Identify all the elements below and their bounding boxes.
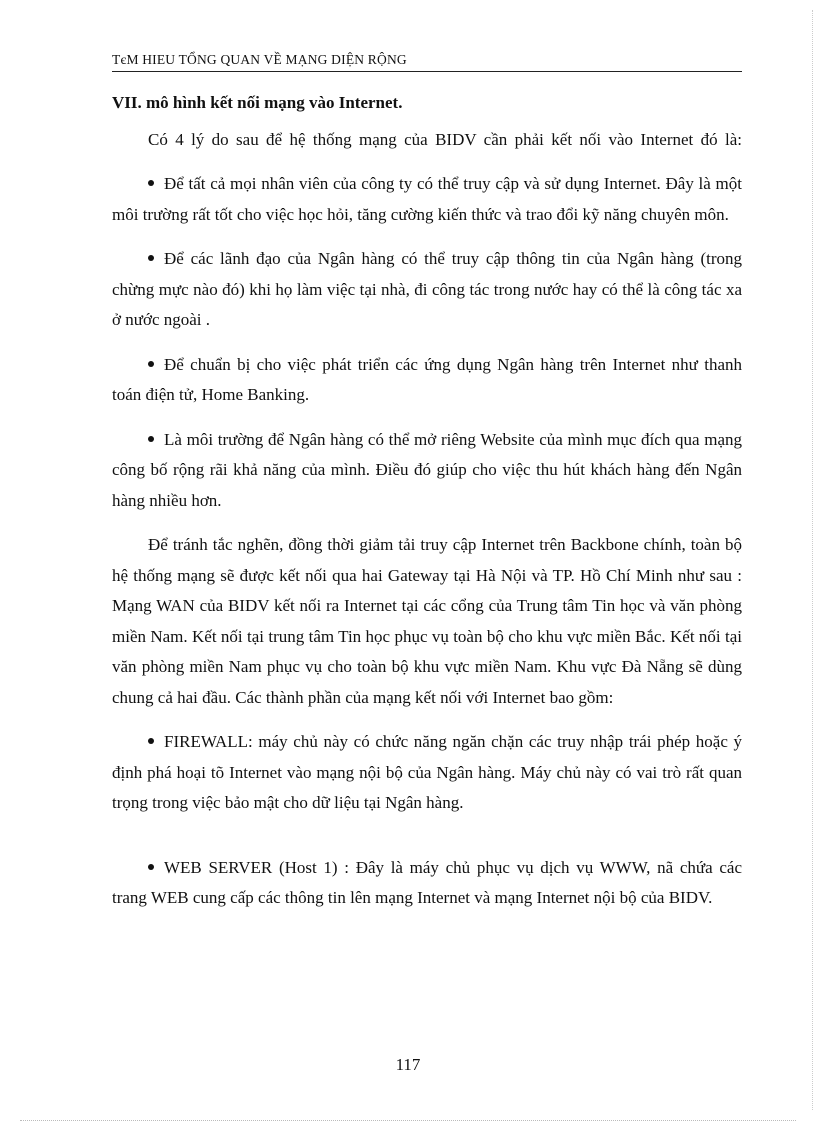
reason-item <box>112 425 742 517</box>
page-content <box>112 88 742 928</box>
bullet-icon <box>148 180 154 186</box>
component-text: WEB SERVER (Host 1) : Đây là máy chủ phục vụ dịch vụ WWW, nã chứa các trang WEB cung cấp các thông tin lên mạng Internet và mạng Internet nội bộ của BIDV. <box>112 857 742 907</box>
running-header: TєM HIЕU TỔNG QUAN VỀ MẠNG DIỆN RỘNG <box>112 52 407 67</box>
reason-text: Để các lãnh đạo của Ngân hàng có thể truy cập thông tin của Ngân hàng (trong chừng mực nào đó) khi họ làm việc tại nhà, đi công tác trong nước hay có thể là công tác xa ở nước ngoài . <box>112 249 742 329</box>
bullet-icon <box>148 864 154 870</box>
bullet-icon <box>148 738 154 744</box>
footer-dotted-line <box>20 1120 796 1121</box>
page-number: 117 <box>395 1055 421 1074</box>
component-item <box>112 853 742 914</box>
edge-dotted-line <box>812 10 813 1110</box>
reason-item <box>112 244 742 336</box>
component-item <box>112 727 742 819</box>
reason-text: Để chuẩn bị cho việc phát triển các ứng dụng Ngân hàng trên Internet như thanh toán điện tử, Home Banking. <box>112 354 742 404</box>
reason-item <box>112 169 742 230</box>
header-rule <box>112 71 742 72</box>
bullet-icon <box>148 436 154 442</box>
bullet-icon <box>148 255 154 261</box>
reason-item <box>112 350 742 411</box>
intro-paragraph: Có 4 lý do sau để hệ thống mạng của BIDV cần phải kết nối vào Internet đó là: <box>148 129 742 149</box>
reason-text: Để tất cả mọi nhân viên của công ty có thể truy cập và sử dụng Internet. Đây là một môi trường rất tốt cho việc học hỏi, tăng cường kiến thức và trao đổi kỹ năng chuyên môn. <box>112 174 742 224</box>
body-paragraph: Để tránh tắc nghẽn, đồng thời giảm tải truy cập Internet trên Backbone chính, toàn bộ hệ thống mạng sẽ được kết nối qua hai Gateway tại Hà Nội và TP. Hồ Chí Minh như sau : Mạng WAN của BIDV kết nối ra Internet tại các cổng của Trung tâm Tin học và văn phòng miền Nam. Kết nối tại trung tâm Tin học phục vụ toàn bộ cho khu vực miền Bắc. Kết nối tại văn phòng miền Nam phục vụ cho toàn bộ khu vực miền Nam. Khu vực Đà Nẵng sẽ dùng chung cả hai đầu. Các thành phần của mạng kết nối với Internet bao gồm: <box>112 535 742 707</box>
section-title: VII. mô hình kết nối mạng vào Internet. <box>112 93 403 112</box>
component-text: FIREWALL: máy chủ này có chức năng ngăn chặn các truy nhập trái phép hoặc ý định phá hoại tõ Internet vào mạng nội bộ của Ngân hàng. Máy chủ này có vai trò rất quan trọng trong việc bảo mật cho dữ liệu tại Ngân hàng. <box>112 732 742 812</box>
reason-text: Là môi trường để Ngân hàng có thể mở riêng Website của mình mục đích qua mạng công bố rộng rãi khả năng của mình. Điều đó giúp cho việc thu hút khách hàng đến Ngân hàng nhiều hơn. <box>112 429 742 510</box>
bullet-icon <box>148 361 154 367</box>
